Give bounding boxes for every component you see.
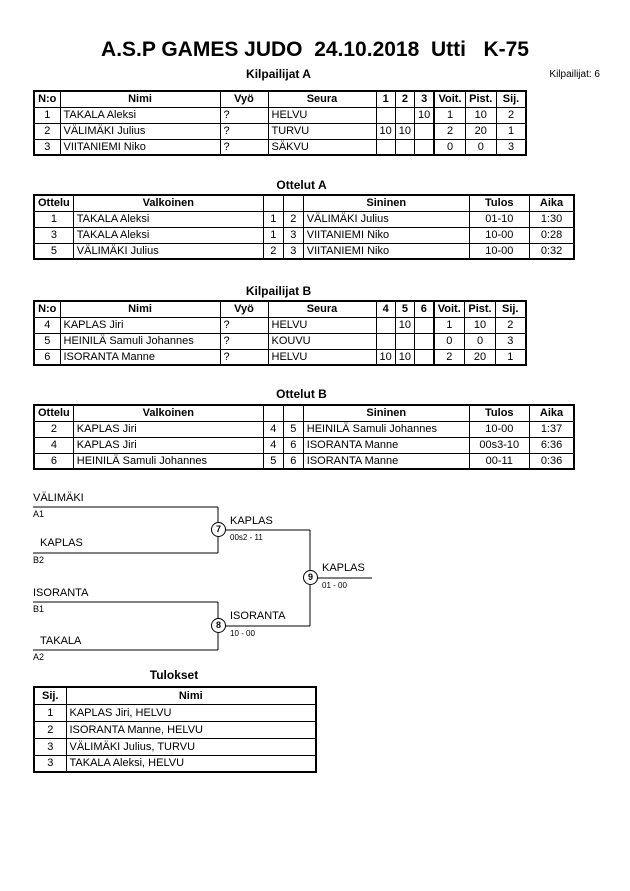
result-row bbox=[34, 738, 316, 755]
cell-nimi: ISORANTA Manne bbox=[60, 349, 220, 365]
bracket-player-valimaki: VÄLIMÄKI bbox=[33, 492, 84, 504]
header-row bbox=[34, 195, 574, 211]
cell-score-1: 10 bbox=[376, 123, 395, 139]
cell-blue-number: 3 bbox=[283, 227, 303, 243]
cell-no: 2 bbox=[34, 123, 60, 139]
header-row bbox=[34, 301, 526, 317]
cell-nimi: TAKALA Aleksi bbox=[60, 107, 220, 123]
col-header-no: N:o bbox=[34, 91, 60, 107]
competitor-row bbox=[34, 123, 526, 139]
cell-ottelu: 5 bbox=[34, 243, 73, 259]
cell-blue-number: 2 bbox=[283, 211, 303, 227]
cell-sininen: VIITANIEMI Niko bbox=[303, 243, 469, 259]
cell-white-number: 4 bbox=[263, 437, 283, 453]
cell-valkoinen: KAPLAS Jiri bbox=[73, 421, 263, 437]
col-header-nimi: Nimi bbox=[60, 91, 220, 107]
cell-voit: 1 bbox=[434, 317, 465, 333]
section-heading-ottelut-a: Ottelut A bbox=[276, 178, 327, 192]
col-header-valkoinen: Valkoinen bbox=[73, 405, 263, 421]
cell-valkoinen: VÄLIMÄKI Julius bbox=[73, 243, 263, 259]
bracket-slot-code: B1 bbox=[33, 604, 45, 614]
cell-white-number: 1 bbox=[263, 211, 283, 227]
col-header-vyo: Vyö bbox=[220, 301, 268, 317]
ottelut-a-table bbox=[33, 194, 575, 260]
section-heading-kilpailijat-b: Kilpailijat B bbox=[245, 284, 312, 298]
col-header-6: 6 bbox=[415, 301, 434, 317]
cell-voit: 1 bbox=[434, 107, 465, 123]
bracket-score-final: 01 - 00 bbox=[322, 581, 347, 590]
col-header-sininen: Sininen bbox=[303, 405, 469, 421]
result-row bbox=[34, 755, 316, 772]
cell-white-number: 4 bbox=[263, 421, 283, 437]
col-header-1: 1 bbox=[376, 91, 395, 107]
cell-score-1 bbox=[376, 139, 395, 155]
match-row bbox=[34, 421, 574, 437]
col-header-pist: Pist. bbox=[465, 91, 496, 107]
cell-no: 4 bbox=[34, 317, 60, 333]
cell-no: 5 bbox=[34, 333, 60, 349]
bracket-score-semi1: 00s2 - 11 bbox=[230, 533, 263, 542]
cell-score-2: 10 bbox=[395, 123, 414, 139]
bracket-winner-semi1: KAPLAS bbox=[230, 515, 273, 527]
cell-vyo: ? bbox=[220, 333, 268, 349]
cell-valkoinen: HEINILÄ Samuli Johannes bbox=[73, 453, 263, 469]
cell-seura: HELVU bbox=[268, 317, 376, 333]
cell-sininen: ISORANTA Manne bbox=[303, 453, 469, 469]
cell-sij: 2 bbox=[34, 721, 66, 738]
cell-nimi: VÄLIMÄKI Julius bbox=[60, 123, 220, 139]
cell-white-number: 1 bbox=[263, 227, 283, 243]
col-header-sininen: Sininen bbox=[303, 195, 469, 211]
cell-no: 1 bbox=[34, 107, 60, 123]
cell-vyo: ? bbox=[220, 123, 268, 139]
col-header-blue-number bbox=[283, 405, 303, 421]
cell-no: 3 bbox=[34, 139, 60, 155]
cell-score-4 bbox=[376, 317, 395, 333]
cell-score-3: 10 bbox=[415, 107, 435, 123]
bracket-node-9: 9 bbox=[303, 570, 318, 585]
cell-blue-number: 6 bbox=[283, 453, 303, 469]
match-row bbox=[34, 227, 574, 243]
ottelut-b-table bbox=[33, 404, 575, 470]
match-row bbox=[34, 453, 574, 469]
cell-sij: 2 bbox=[496, 317, 526, 333]
cell-score-2 bbox=[395, 139, 414, 155]
header-row bbox=[34, 405, 574, 421]
col-header-white-number bbox=[263, 405, 283, 421]
cell-aika: 1:37 bbox=[529, 421, 574, 437]
cell-score-6 bbox=[415, 333, 434, 349]
cell-nimi: VÄLIMÄKI Julius, TURVU bbox=[66, 738, 316, 755]
col-header-blue-number bbox=[283, 195, 303, 211]
competitor-row bbox=[34, 317, 526, 333]
cell-tulos: 00-11 bbox=[469, 453, 529, 469]
competitor-row bbox=[34, 107, 526, 123]
cell-seura: SÄKVU bbox=[268, 139, 376, 155]
cell-ottelu: 6 bbox=[34, 453, 73, 469]
cell-aika: 1:30 bbox=[529, 211, 574, 227]
cell-aika: 0:32 bbox=[529, 243, 574, 259]
col-header-5: 5 bbox=[395, 301, 414, 317]
cell-sij: 3 bbox=[496, 139, 526, 155]
bracket-score-semi2: 10 - 00 bbox=[230, 629, 255, 638]
cell-valkoinen: KAPLAS Jiri bbox=[73, 437, 263, 453]
cell-pist: 0 bbox=[465, 333, 496, 349]
cell-seura: KOUVU bbox=[268, 333, 376, 349]
cell-sij: 1 bbox=[34, 704, 66, 721]
cell-tulos: 10-00 bbox=[469, 227, 529, 243]
bracket-player-kaplas: KAPLAS bbox=[40, 537, 83, 549]
kilpailijat-a-table bbox=[33, 90, 527, 156]
match-row bbox=[34, 243, 574, 259]
cell-vyo: ? bbox=[220, 317, 268, 333]
bracket-node-8: 8 bbox=[211, 618, 226, 633]
cell-white-number: 2 bbox=[263, 243, 283, 259]
bracket-player-takala: TAKALA bbox=[40, 635, 82, 647]
competitor-row bbox=[34, 333, 526, 349]
col-header-2: 2 bbox=[395, 91, 414, 107]
cell-ottelu: 1 bbox=[34, 211, 73, 227]
cell-score-4 bbox=[376, 333, 395, 349]
col-header-ottelu: Ottelu bbox=[34, 405, 73, 421]
cell-seura: TURVU bbox=[268, 123, 376, 139]
col-header-voit: Voit. bbox=[434, 301, 465, 317]
cell-tulos: 10-00 bbox=[469, 421, 529, 437]
col-header-seura: Seura bbox=[268, 301, 376, 317]
section-heading-kilpailijat-a: Kilpailijat A bbox=[246, 67, 311, 81]
header-row bbox=[34, 687, 316, 704]
cell-voit: 2 bbox=[434, 123, 465, 139]
cell-score-3 bbox=[415, 123, 435, 139]
col-header-valkoinen: Valkoinen bbox=[73, 195, 263, 211]
col-header-ottelu: Ottelu bbox=[34, 195, 73, 211]
cell-sij: 1 bbox=[496, 349, 526, 365]
col-header-4: 4 bbox=[376, 301, 395, 317]
cell-aika: 0:36 bbox=[529, 453, 574, 469]
col-header-aika: Aika bbox=[529, 195, 574, 211]
cell-pist: 10 bbox=[465, 317, 496, 333]
col-header-no: N:o bbox=[34, 301, 60, 317]
cell-voit: 0 bbox=[434, 139, 465, 155]
match-row bbox=[34, 211, 574, 227]
cell-valkoinen: TAKALA Aleksi bbox=[73, 211, 263, 227]
cell-no: 6 bbox=[34, 349, 60, 365]
cell-sij: 1 bbox=[496, 123, 526, 139]
competitors-count-label: Kilpailijat: 6 bbox=[549, 69, 600, 80]
tulokset-table bbox=[33, 686, 317, 773]
bracket-node-7: 7 bbox=[211, 522, 226, 537]
result-row bbox=[34, 704, 316, 721]
cell-voit: 0 bbox=[434, 333, 465, 349]
bracket-slot-code: B2 bbox=[33, 555, 45, 565]
col-header-tulos: Tulos bbox=[469, 405, 529, 421]
cell-white-number: 5 bbox=[263, 453, 283, 469]
cell-ottelu: 2 bbox=[34, 421, 73, 437]
col-header-sij: Sij. bbox=[496, 91, 526, 107]
cell-valkoinen: TAKALA Aleksi bbox=[73, 227, 263, 243]
cell-sij: 3 bbox=[34, 738, 66, 755]
cell-pist: 20 bbox=[465, 349, 496, 365]
page-title: A.S.P GAMES JUDO 24.10.2018 Utti K-75 bbox=[101, 38, 529, 61]
col-header-tulos: Tulos bbox=[469, 195, 529, 211]
col-header-3: 3 bbox=[415, 91, 435, 107]
col-header-white-number bbox=[263, 195, 283, 211]
cell-blue-number: 5 bbox=[283, 421, 303, 437]
cell-pist: 10 bbox=[465, 107, 496, 123]
cell-tulos: 00s3-10 bbox=[469, 437, 529, 453]
cell-score-5: 10 bbox=[395, 317, 414, 333]
cell-sij: 3 bbox=[496, 333, 526, 349]
col-header-pist: Pist. bbox=[465, 301, 496, 317]
cell-tulos: 01-10 bbox=[469, 211, 529, 227]
cell-score-6 bbox=[415, 349, 434, 365]
cell-vyo: ? bbox=[220, 107, 268, 123]
bracket-player-isoranta: ISORANTA bbox=[33, 587, 89, 599]
cell-sij: 2 bbox=[496, 107, 526, 123]
cell-tulos: 10-00 bbox=[469, 243, 529, 259]
cell-aika: 0:28 bbox=[529, 227, 574, 243]
col-header-sij: Sij. bbox=[496, 301, 526, 317]
col-header-nimi: Nimi bbox=[60, 301, 220, 317]
cell-nimi: TAKALA Aleksi, HELVU bbox=[66, 755, 316, 772]
header-row bbox=[34, 91, 526, 107]
cell-blue-number: 6 bbox=[283, 437, 303, 453]
cell-nimi: ISORANTA Manne, HELVU bbox=[66, 721, 316, 738]
col-header-aika: Aika bbox=[529, 405, 574, 421]
cell-nimi: KAPLAS Jiri bbox=[60, 317, 220, 333]
cell-pist: 20 bbox=[465, 123, 496, 139]
cell-nimi: KAPLAS Jiri, HELVU bbox=[66, 704, 316, 721]
bracket-slot-code: A1 bbox=[33, 509, 45, 519]
cell-pist: 0 bbox=[465, 139, 496, 155]
cell-score-2 bbox=[395, 107, 414, 123]
cell-nimi: HEINILÄ Samuli Johannes bbox=[60, 333, 220, 349]
cell-score-5 bbox=[395, 333, 414, 349]
cell-score-1 bbox=[376, 107, 395, 123]
bracket-winner-semi2: ISORANTA bbox=[230, 610, 286, 622]
col-header-voit: Voit. bbox=[434, 91, 465, 107]
kilpailijat-b-table bbox=[33, 300, 527, 366]
cell-sininen: VIITANIEMI Niko bbox=[303, 227, 469, 243]
cell-seura: HELVU bbox=[268, 349, 376, 365]
cell-aika: 6:36 bbox=[529, 437, 574, 453]
cell-score-3 bbox=[415, 139, 435, 155]
match-row bbox=[34, 437, 574, 453]
competitor-row bbox=[34, 139, 526, 155]
cell-ottelu: 3 bbox=[34, 227, 73, 243]
cell-voit: 2 bbox=[434, 349, 465, 365]
col-header-vyo: Vyö bbox=[220, 91, 268, 107]
cell-sininen: HEINILÄ Samuli Johannes bbox=[303, 421, 469, 437]
col-header-sij: Sij. bbox=[34, 687, 66, 704]
elimination-bracket bbox=[0, 490, 630, 668]
cell-sininen: VÄLIMÄKI Julius bbox=[303, 211, 469, 227]
bracket-winner-final: KAPLAS bbox=[322, 562, 365, 574]
result-row bbox=[34, 721, 316, 738]
col-header-seura: Seura bbox=[268, 91, 376, 107]
col-header-nimi: Nimi bbox=[66, 687, 316, 704]
section-heading-tulokset: Tulokset bbox=[149, 668, 199, 682]
cell-sininen: ISORANTA Manne bbox=[303, 437, 469, 453]
cell-sij: 3 bbox=[34, 755, 66, 772]
cell-vyo: ? bbox=[220, 349, 268, 365]
cell-score-4: 10 bbox=[376, 349, 395, 365]
cell-score-6 bbox=[415, 317, 434, 333]
cell-nimi: VIITANIEMI Niko bbox=[60, 139, 220, 155]
bracket-slot-code: A2 bbox=[33, 652, 45, 662]
cell-score-5: 10 bbox=[395, 349, 414, 365]
section-heading-ottelut-b: Ottelut B bbox=[276, 387, 327, 401]
cell-ottelu: 4 bbox=[34, 437, 73, 453]
competitor-row bbox=[34, 349, 526, 365]
cell-seura: HELVU bbox=[268, 107, 376, 123]
cell-blue-number: 3 bbox=[283, 243, 303, 259]
cell-vyo: ? bbox=[220, 139, 268, 155]
